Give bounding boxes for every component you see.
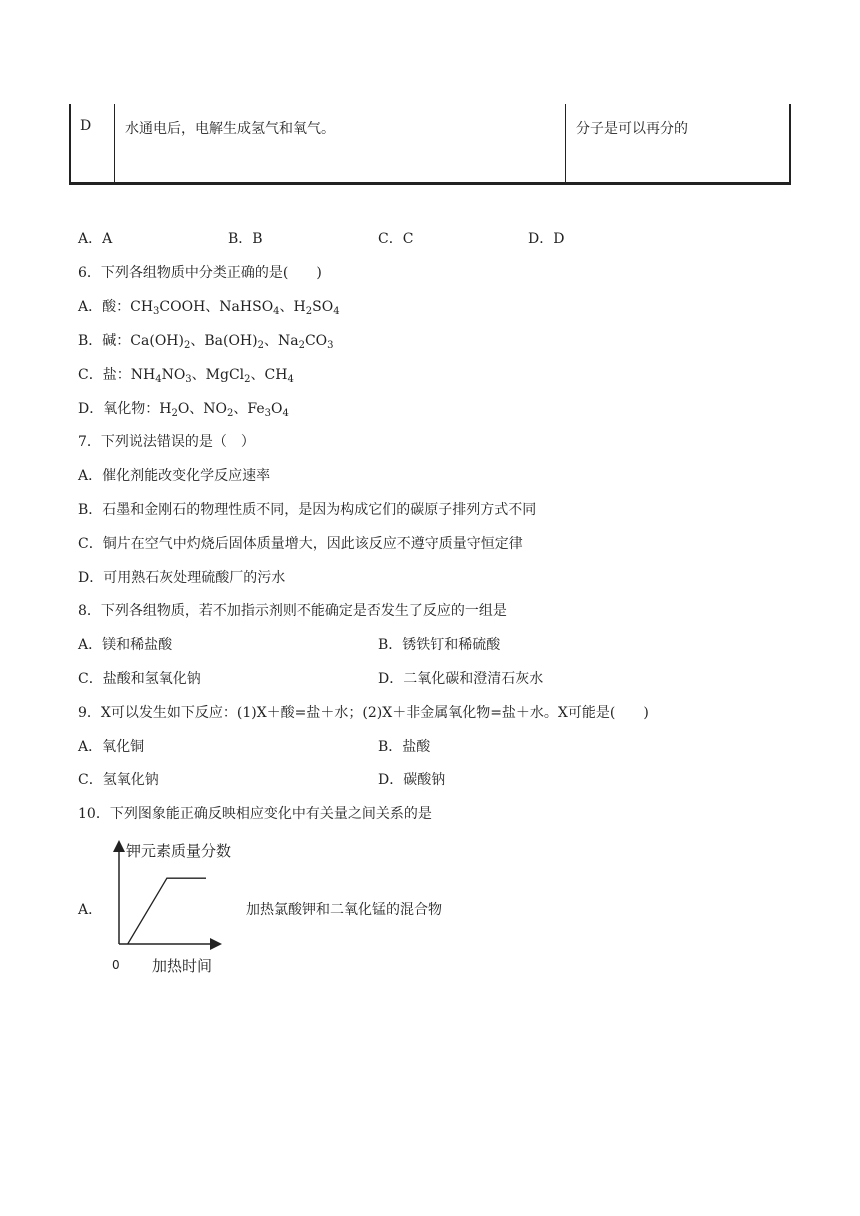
q7-choice-b[interactable]: B．石墨和金刚石的物理性质不同，是因为构成它们的碳原子排列方式不同 (78, 502, 537, 518)
q8-stem: 8．下列各组物质，若不加指示剂则不能确定是否发生了反应的一组是 (78, 603, 507, 619)
q10-choice-a-label[interactable]: A． (78, 902, 103, 918)
chart-y-label: 钾元素质量分数 (126, 842, 232, 860)
q8-choice-a[interactable]: A．镁和稀盐酸 (78, 637, 173, 653)
q10-chart-a (104, 838, 244, 978)
q6-choice-d-formula: $H_2O$、$NO_2$、$Fe_3O_4$ (159, 401, 289, 419)
chart-origin-label: 0 (112, 958, 120, 972)
q5-choice-d[interactable]: D．D (528, 231, 565, 247)
table-divider-2 (565, 104, 566, 184)
table-cell-explanation: 分子是可以再分的 (576, 121, 688, 137)
table-border-right (789, 104, 791, 184)
q6-choice-c[interactable] (78, 364, 294, 384)
q7-choice-d[interactable]: D．可用熟石灰处理硫酸厂的污水 (78, 570, 286, 586)
q6-stem: 6．下列各组物质中分类正确的是( ) (78, 265, 322, 281)
q6-choice-c-formula: $NH_4NO_3$、MgCl$_2$、$CH_4$ (130, 367, 294, 385)
q6-choice-b-formula: $Ca(OH)_2$、$Ba(OH)_2$、$Na_2CO_3$ (130, 333, 334, 351)
q7-stem: 7．下列说法错误的是（ ） (78, 434, 255, 450)
q6-choice-d[interactable] (78, 398, 289, 418)
q10-chart-svg (104, 838, 244, 978)
chart-x-label: 加热时间 (152, 957, 213, 975)
q5-choice-a[interactable]: A．A (78, 231, 113, 247)
q5-choice-c[interactable]: C．C (378, 231, 414, 247)
q8-choice-d[interactable]: D．二氧化碳和澄清石灰水 (378, 671, 544, 687)
table-cell-option: D (80, 118, 92, 134)
q5-choice-b[interactable]: B．B (228, 231, 263, 247)
q9-choice-c[interactable]: C．氢氧化钠 (78, 772, 159, 788)
q9-choice-d[interactable]: D．碳酸钠 (378, 772, 446, 788)
q6-choice-a-prefix: A．酸： (78, 299, 131, 315)
q7-choice-a[interactable]: A．催化剂能改变化学反应速率 (78, 468, 271, 484)
q6-choice-c-prefix: C．盐： (78, 367, 131, 383)
q10-choice-a-desc: 加热氯酸钾和二氧化锰的混合物 (246, 902, 442, 918)
q6-choice-a[interactable] (78, 296, 340, 316)
table-cell-fact: 水通电后，电解生成氢气和氧气。 (125, 121, 335, 137)
q6-choice-a-formula: $CH_3COOH$、NaHSO$_4$、$H_2SO_4$ (130, 299, 340, 317)
q9-choice-b[interactable]: B．盐酸 (378, 739, 431, 755)
q6-choice-d-prefix: D．氧化物： (78, 401, 160, 417)
q10-stem: 10．下列图象能正确反映相应变化中有关量之间关系的是 (78, 806, 432, 822)
chart-series-line (128, 878, 206, 944)
q9-stem: 9．X可以发生如下反应：(1)X＋酸=盐＋水；(2)X＋非金属氧化物=盐＋水。X可能是( ) (78, 705, 649, 721)
q8-choice-c[interactable]: C．盐酸和氢氧化钠 (78, 671, 201, 687)
q6-choice-b[interactable] (78, 330, 334, 350)
q7-choice-c[interactable]: C．铜片在空气中灼烧后固体质量增大，因此该反应不遵守质量守恒定律 (78, 536, 523, 552)
table-divider-1 (114, 104, 115, 184)
answer-table-row-d (69, 104, 791, 184)
q6-choice-b-prefix: B．碱： (78, 333, 131, 349)
q8-choice-b[interactable]: B．锈铁钉和稀硫酸 (378, 637, 501, 653)
q9-choice-a[interactable]: A．氧化铜 (78, 739, 145, 755)
table-border-bottom (69, 182, 791, 185)
table-border-left (69, 104, 71, 184)
